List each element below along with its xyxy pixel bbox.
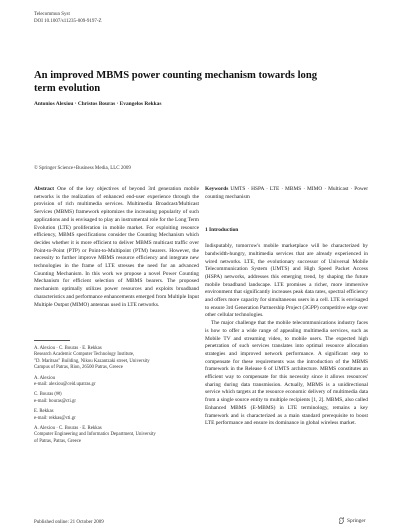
springer-logo	[338, 517, 366, 524]
author-list: Antonios Alexiou · Christos Bouras · Evangelos Rekkas	[34, 101, 162, 107]
paper-title: An improved MBMS power counting mechanism towards long term evolution	[34, 70, 318, 94]
published-date: Published online: 21 October 2009	[34, 520, 104, 525]
running-header	[34, 12, 102, 25]
right-column	[205, 186, 368, 428]
affiliation-1: A. Alexiou · C. Bouras · E. Rekkas Research Academic Computer Technology Institute, "D. Maritsas" Building, Nikou Kazantzaki street, University Campus of Patras, Rion, 26500 Patras, Greece	[34, 346, 150, 371]
email-bouras: C. Bouras (✉) e-mail: bouras@cti.gr	[34, 392, 76, 404]
copyright-line: © Springer Science+Business Media, LLC 2009	[34, 166, 131, 171]
springer-horse-icon	[338, 517, 345, 524]
keywords-label: Keywords	[205, 186, 229, 192]
intro-paragraph-1: Indisputably, tomorrow's mobile marketplace will be characterized by bandwidth-hungry, multimedia services that are already experienced in wired networks. LTE, the evolutionary successor of Universal Mobile Telecommunication System (UMTS) and High Speed Packet Access (HSPA) networks, addresses this emerging trend, by shaping the future mobile broadband landscape. LTE promises a richer, more immersive environment that significantly increases peak data rates, spectral efficiency and offers more capacity for simultaneous users in a cell. LTE is envisaged to ensure 3rd Generation Partnership Project (3GPP) competitive edge over other cellular technologies.	[205, 243, 368, 319]
footnotes	[34, 346, 199, 449]
footnote-rule	[34, 340, 70, 341]
abstract-block	[34, 186, 199, 309]
keywords-block	[205, 186, 368, 201]
abstract-label: Abstract	[34, 186, 55, 192]
abstract-text: One of the key objectives of beyond 3rd generation mobile networks is the realization of enhanced end-user experience through the provision of rich multimedia services. Multimedia Broadcast/Multicast Services (MBMS) framework epitomizes the increasing popularity of such applications and is envisaged to play an instrumental role for the Long Term Evolution (LTE) proliferation in mobile market. For exploiting resource efficiency, MBMS specifications consider the Counting Mechanism which decides whether it is more efficient to deliver MBMS multicast traffic over Point-to-Point (PTP) or Point-to-Multipoint (PTM) bearers. However, the necessity to further improve MBMS resource efficiency and integrate new technologies in the frame of LTE stresses the need for an advanced Counting Mechanism. In this work we propose a novel Power Counting Mechanism for efficient selection of MBMS bearers. The proposed mechanism optimally utilizes power resources and exploits broadband characteristics and performance enhancements emerged from Multiple Input Multiple Output (MIMO) antennas used in LTE networks.	[34, 186, 199, 308]
section-heading: 1 Introduction	[205, 227, 239, 234]
keywords-text: UMTS · HSPA · LTE · MBMS · MIMO · Multicast · Power counting mechanism	[205, 186, 368, 200]
email-rekkas: E. Rekkas e-mail: rekkas@cti.gr	[34, 409, 76, 421]
journal-name: Telecommun Syst	[34, 12, 70, 17]
affiliation-2: A. Alexiou · C. Bouras · E. Rekkas Computer Engineering and Informatics Department, University of Patras, Patras, Greece	[34, 426, 156, 444]
doi: DOI 10.1007/s11235-009-9197-Z	[34, 18, 102, 24]
intro-paragraph-2: The major challenge that the mobile telecommunications industry faces is how to offer a wide range of appealing multimedia services, such as Mobile TV and streaming video, to mobile users. The expected high penetration of such services translates into optimal resource allocation strategies and improved network performance. A significant step to compensate for these requirements was the introduction of the MBMS framework in the Release 6 of UMTS architecture. MBMS constitutes an efficient way to compensate for this necessity since it allows resources' sharing during data transmission. Actually, MBMS is a unidirectional service which targets at the resource economic delivery of multimedia data from a single source entity to multiple recipients [1, 2]. MBMS, also called Enhanced MBMS (E-MBMS) in LTE terminology, remains a key framework and is characterized as a main standard prerequisite to boost LTE performance and ensure its dominance in global wireless market.	[205, 320, 368, 427]
email-alexiou: A. Alexiou e-mail: alexiou@ceid.upatras.gr	[34, 375, 96, 388]
publisher-name: Springer	[347, 517, 366, 524]
